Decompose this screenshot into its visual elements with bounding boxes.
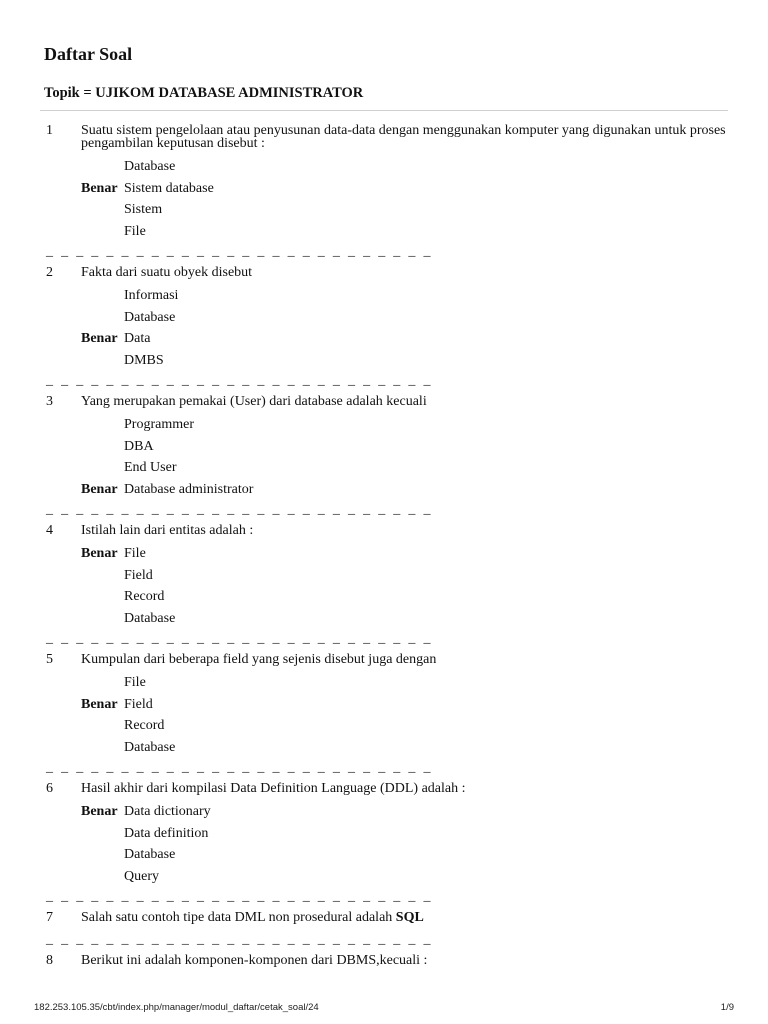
answer-option	[0, 350, 768, 372]
answer-option	[0, 156, 768, 178]
topic-divider	[40, 110, 728, 111]
question-text	[81, 394, 427, 409]
question-text	[81, 910, 424, 925]
answer-option	[0, 608, 768, 630]
answer-option-text: Informasi	[124, 288, 179, 303]
question-text	[81, 652, 436, 667]
question-text	[81, 123, 726, 151]
answer-option	[0, 737, 768, 759]
question-header	[0, 907, 768, 930]
question-number: 1	[46, 123, 53, 138]
question-separator: _ _ _ _ _ _ _ _ _ _ _ _ _ _ _ _ _ _ _ _ _ _ _ _ _ _	[46, 631, 433, 646]
question-item	[0, 649, 768, 758]
answer-option	[0, 199, 768, 221]
answer-option-text: File	[124, 546, 146, 561]
question-header	[0, 649, 768, 672]
question-item	[0, 778, 768, 887]
answer-option	[0, 436, 768, 458]
question-header	[0, 520, 768, 543]
answer-option-text: Database	[124, 309, 176, 325]
question-number: 8	[46, 953, 53, 968]
question-separator: _ _ _ _ _ _ _ _ _ _ _ _ _ _ _ _ _ _ _ _ _ _ _ _ _ _	[46, 932, 433, 947]
answer-option	[0, 479, 768, 501]
answer-option	[0, 715, 768, 737]
answer-option-text: End User	[124, 460, 177, 475]
question-separator: _ _ _ _ _ _ _ _ _ _ _ _ _ _ _ _ _ _ _ _ _ _ _ _ _ _	[46, 244, 433, 259]
question-text	[81, 953, 427, 968]
question-text-emphasis: SQL	[395, 910, 424, 925]
answer-option-text: Field	[124, 567, 153, 583]
answer-option-text: Sistem	[124, 202, 163, 217]
question-number: 3	[46, 394, 53, 409]
question-item	[0, 120, 768, 242]
question-item	[0, 391, 768, 500]
question-text-body: Salah satu contoh tipe data DML non prosedural adalah	[81, 910, 393, 925]
answer-option	[0, 307, 768, 329]
answer-option-text: Database	[124, 847, 176, 862]
answer-option-text: Programmer	[124, 417, 194, 432]
question-header	[0, 120, 768, 156]
answer-option-text: Database	[124, 610, 176, 626]
question-text-body: Berikut ini adalah komponen-komponen dari DBMS,kecuali :	[81, 953, 428, 968]
question-item	[0, 950, 768, 973]
correct-answer-label: Benar	[81, 180, 118, 196]
question-header	[0, 778, 768, 801]
question-text-body: Hasil akhir dari kompilasi Data Definition Language (DDL) adalah :	[81, 781, 466, 796]
answer-option-text: Data	[124, 331, 151, 346]
question-list	[0, 120, 768, 973]
answer-option-text: Database administrator	[124, 481, 254, 497]
answer-option-text: Data dictionary	[124, 804, 211, 819]
question-separator: _ _ _ _ _ _ _ _ _ _ _ _ _ _ _ _ _ _ _ _ _ _ _ _ _ _	[46, 373, 433, 388]
answer-option	[0, 543, 768, 565]
answer-option-text: DMBS	[124, 352, 164, 368]
question-item	[0, 262, 768, 371]
question-text	[81, 265, 252, 280]
correct-answer-label: Benar	[81, 804, 118, 819]
question-header	[0, 950, 768, 973]
question-text	[81, 523, 253, 538]
answer-option	[0, 866, 768, 888]
answer-option	[0, 823, 768, 845]
answer-option	[0, 328, 768, 350]
correct-answer-label: Benar	[81, 546, 118, 561]
question-text-body: Kumpulan dari beberapa field yang sejenis disebut juga dengan	[81, 652, 437, 667]
answer-option-text: Sistem database	[124, 180, 214, 196]
answer-option-text: Database	[124, 739, 176, 755]
answer-option-text: Field	[124, 696, 153, 712]
answer-option	[0, 586, 768, 608]
answer-option	[0, 694, 768, 716]
answer-option	[0, 672, 768, 694]
answer-option-text: DBA	[124, 438, 154, 454]
question-separator: _ _ _ _ _ _ _ _ _ _ _ _ _ _ _ _ _ _ _ _ _ _ _ _ _ _	[46, 502, 433, 517]
question-separator: _ _ _ _ _ _ _ _ _ _ _ _ _ _ _ _ _ _ _ _ _ _ _ _ _ _	[46, 760, 433, 775]
correct-answer-label: Benar	[81, 696, 118, 712]
answer-option	[0, 178, 768, 200]
correct-answer-label: Benar	[81, 331, 118, 346]
answer-option-text: File	[124, 675, 146, 690]
correct-answer-label: Benar	[81, 481, 118, 497]
answer-option-text: Data definition	[124, 825, 209, 841]
question-separator: _ _ _ _ _ _ _ _ _ _ _ _ _ _ _ _ _ _ _ _ _ _ _ _ _ _	[46, 889, 433, 904]
question-item	[0, 907, 768, 930]
question-text-body: Istilah lain dari entitas adalah :	[81, 523, 254, 538]
answer-option-text: Database	[124, 159, 176, 174]
answer-option	[0, 565, 768, 587]
question-number: 2	[46, 265, 53, 280]
question-text-body: Suatu sistem pengelolaan atau penyusunan data-data dengan menggunakan komputer yang digunakan untuk proses pengambilan keputusan disebut :	[81, 123, 726, 151]
answer-option-text: File	[124, 223, 146, 239]
question-item	[0, 520, 768, 629]
question-header	[0, 262, 768, 285]
question-number: 5	[46, 652, 53, 667]
footer-page-number: 1/9	[720, 1002, 734, 1013]
footer-url: 182.253.105.35/cbt/index.php/manager/modul_daftar/cetak_soal/24	[34, 1002, 319, 1013]
answer-option	[0, 844, 768, 866]
question-header	[0, 391, 768, 414]
answer-option	[0, 457, 768, 479]
answer-option	[0, 285, 768, 307]
page-title: Daftar Soal	[44, 44, 133, 64]
answer-option	[0, 414, 768, 436]
topic-heading: Topik = UJIKOM DATABASE ADMINISTRATOR	[44, 85, 364, 101]
question-text	[81, 781, 466, 796]
question-text-body: Fakta dari suatu obyek disebut	[81, 265, 253, 280]
answer-option-text: Query	[124, 868, 159, 884]
answer-option	[0, 221, 768, 243]
question-number: 7	[46, 910, 53, 925]
answer-option-text: Record	[124, 718, 165, 733]
question-number: 6	[46, 781, 53, 796]
question-text-body: Yang merupakan pemakai (User) dari database adalah kecuali	[81, 394, 427, 409]
question-number: 4	[46, 523, 53, 538]
answer-option	[0, 801, 768, 823]
answer-option-text: Record	[124, 589, 165, 604]
